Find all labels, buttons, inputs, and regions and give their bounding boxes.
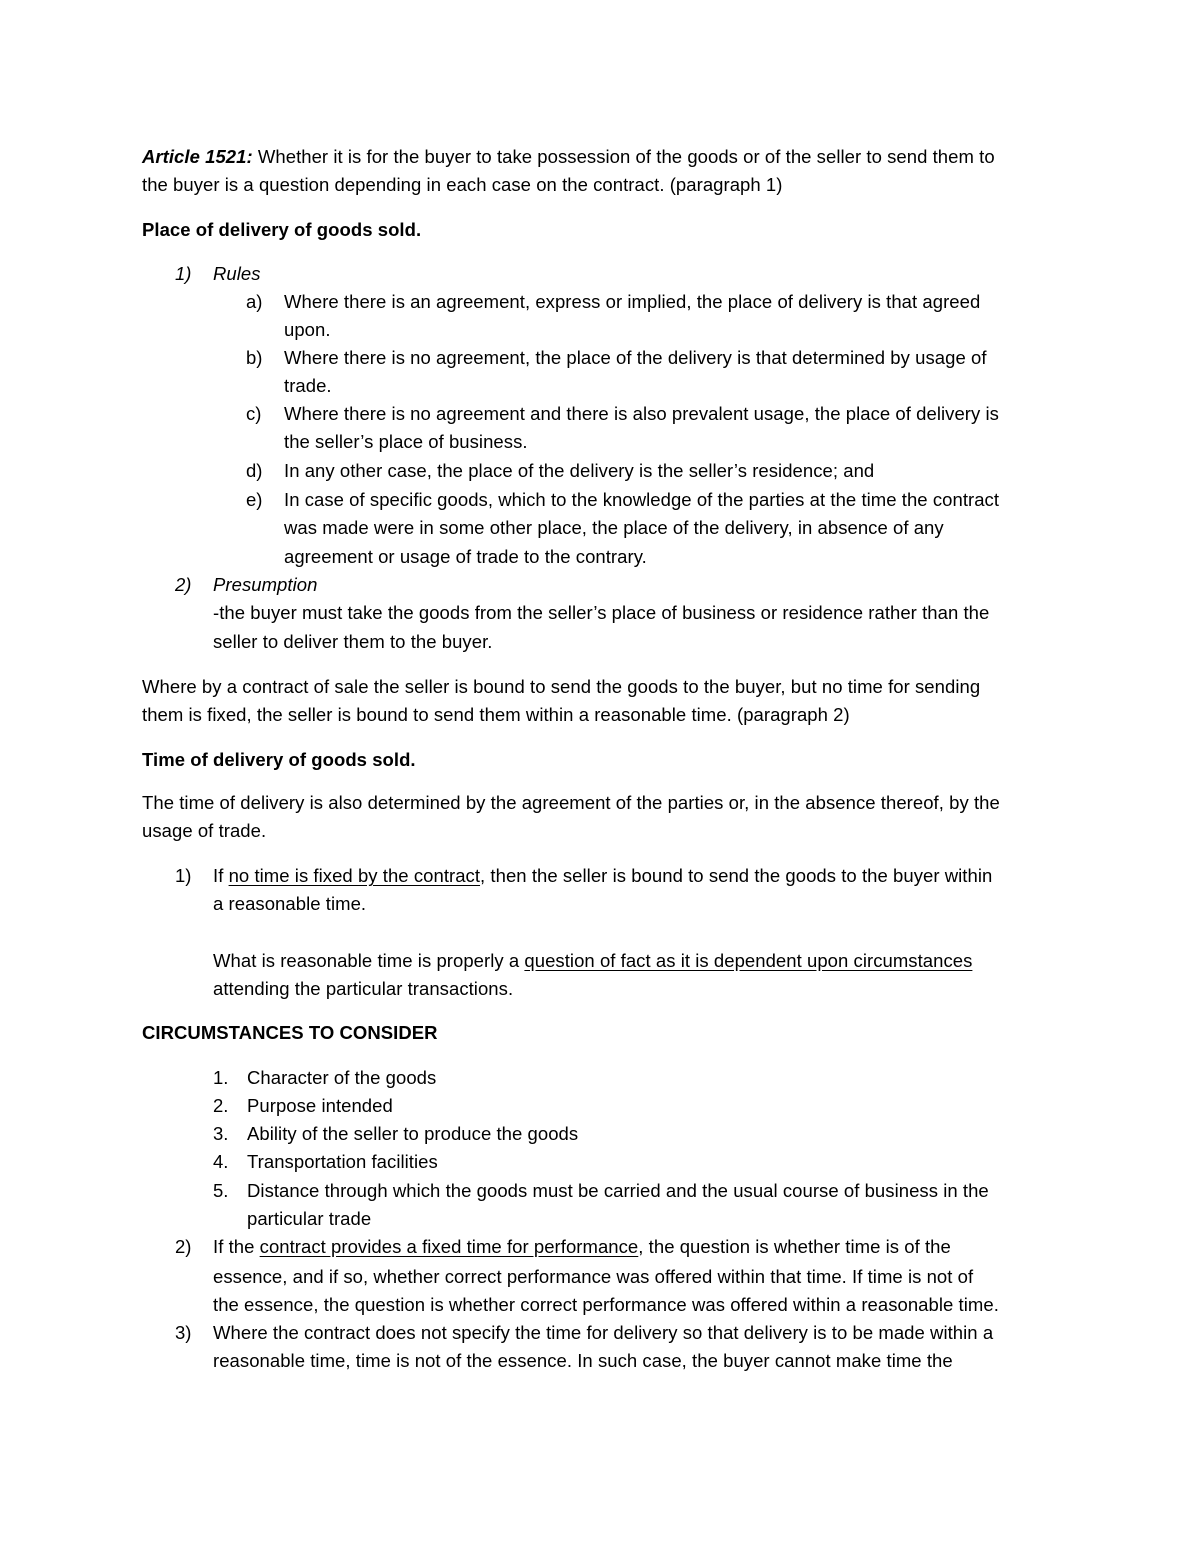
article-text-1: Whether it is for the buyer to take possession of the goods or of the seller to send them to: [252, 146, 995, 167]
rule-b-line-1: Where there is no agreement, the place of the delivery is that determined by usage of: [284, 347, 987, 368]
rule-c-line-1: Where there is no agreement and there is also prevalent usage, the place of delivery is: [284, 403, 999, 424]
rule-a-marker: a): [246, 291, 263, 312]
time-item-1-post: , then the seller is bound to send the goods to the buyer within: [480, 865, 993, 886]
time-item-3-line-1: Where the contract does not specify the time for delivery so that delivery is to be made within a: [213, 1322, 994, 1343]
time-item-2-line-3: the essence, the question is whether correct performance was offered within a reasonable time.: [213, 1294, 999, 1315]
time-item-1-marker: 1): [175, 865, 192, 886]
time-intro-line-1: The time of delivery is also determined by the agreement of the parties or, in the absence thereof, by the: [142, 792, 1000, 813]
rules-label: Rules: [213, 263, 261, 284]
article-line-1: [142, 146, 995, 168]
rule-d-line-1: In any other case, the place of the delivery is the seller’s residence; and: [284, 460, 875, 481]
place-heading: Place of delivery of goods sold.: [142, 219, 422, 240]
rule-a-line-2: upon.: [284, 319, 331, 340]
reason-line-1: [213, 950, 972, 972]
time-heading: Time of delivery of goods sold.: [142, 749, 416, 770]
circumstance-2-marker: 2.: [213, 1095, 229, 1116]
para2-line-2: them is fixed, the seller is bound to send them within a reasonable time. (paragraph 2): [142, 704, 850, 725]
circumstance-3-text: Ability of the seller to produce the goods: [247, 1123, 579, 1144]
time-intro-line-2: usage of trade.: [142, 820, 267, 841]
rule-b-line-2: trade.: [284, 375, 332, 396]
presumption-marker: 2): [175, 574, 192, 595]
circumstance-4-marker: 4.: [213, 1151, 229, 1172]
rule-b-marker: b): [246, 347, 263, 368]
rule-c-line-2: the seller’s place of business.: [284, 431, 528, 452]
rule-a-line-1: Where there is an agreement, express or implied, the place of delivery is that agreed: [284, 291, 981, 312]
rule-e-line-1: In case of specific goods, which to the knowledge of the parties at the time the contract: [284, 489, 1000, 510]
presumption-label: Presumption: [213, 574, 318, 595]
rule-e-marker: e): [246, 489, 263, 510]
rule-e-line-3: agreement or usage of trade to the contrary.: [284, 546, 647, 567]
time-item-2-pre: If the: [213, 1236, 260, 1257]
time-item-1-line-2: a reasonable time.: [213, 893, 367, 914]
presumption-line-2: seller to deliver them to the buyer.: [213, 631, 493, 652]
time-item-3-marker: 3): [175, 1322, 192, 1343]
circumstance-4-text: Transportation facilities: [247, 1151, 438, 1172]
rule-e-line-2: was made were in some other place, the place of the delivery, in absence of any: [284, 517, 944, 538]
circumstance-5-marker: 5.: [213, 1180, 229, 1201]
article-label: Article 1521:: [142, 146, 253, 167]
time-item-1-underlined: no time is fixed by the contract: [228, 865, 481, 886]
time-item-1-pre: If: [213, 865, 229, 886]
rules-marker: 1): [175, 263, 192, 284]
circumstance-5-line-2: particular trade: [247, 1208, 372, 1229]
reason-pre: What is reasonable time is properly a: [213, 950, 525, 971]
time-item-3-line-2: reasonable time, time is not of the essence. In such case, the buyer cannot make time the: [213, 1350, 953, 1371]
rule-d-marker: d): [246, 460, 263, 481]
time-item-2-line-1: [213, 1236, 951, 1258]
circumstance-3-marker: 3.: [213, 1123, 229, 1144]
time-item-2-post: , the question is whether time is of the: [638, 1236, 951, 1257]
circumstance-1-text: Character of the goods: [247, 1067, 437, 1088]
circumstances-heading: CIRCUMSTANCES TO CONSIDER: [142, 1022, 438, 1043]
circumstance-2-text: Purpose intended: [247, 1095, 393, 1116]
time-item-1-line-1: [213, 865, 992, 887]
time-item-2-underlined: contract provides a fixed time for performance: [259, 1236, 639, 1257]
rule-c-marker: c): [246, 403, 262, 424]
para2-line-1: Where by a contract of sale the seller is bound to send the goods to the buyer, but no time for sending: [142, 676, 981, 697]
article-line-2: the buyer is a question depending in each case on the contract. (paragraph 1): [142, 174, 783, 195]
circumstance-1-marker: 1.: [213, 1067, 229, 1088]
time-item-2-line-2: essence, and if so, whether correct performance was offered within that time. If time is not of: [213, 1266, 974, 1287]
reason-underlined: question of fact as it is dependent upon circumstances: [524, 950, 973, 971]
circumstance-5-line-1: Distance through which the goods must be carried and the usual course of business in the: [247, 1180, 989, 1201]
time-item-2-marker: 2): [175, 1236, 192, 1257]
presumption-line-1: -the buyer must take the goods from the seller’s place of business or residence rather than the: [213, 602, 990, 623]
reason-line-2: attending the particular transactions.: [213, 978, 514, 999]
